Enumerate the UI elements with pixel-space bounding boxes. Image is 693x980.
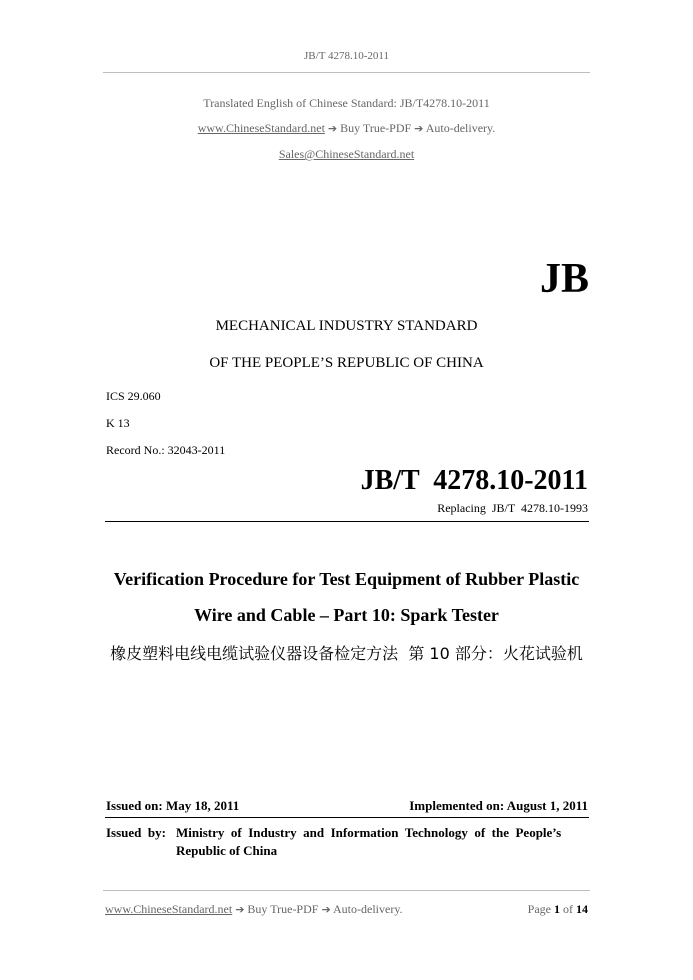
footer-purchase-line <box>105 902 403 917</box>
org-line-2: OF THE PEOPLE’S REPUBLIC OF CHINA <box>209 355 484 371</box>
dates-divider <box>105 817 589 818</box>
arrow-right-icon: ➔ <box>321 903 331 916</box>
email-line <box>0 147 693 162</box>
running-header: JB/T 4278.10-2011 <box>304 50 389 62</box>
standard-divider <box>105 521 589 522</box>
title-zh: 橡皮塑料电线电缆试验仪器设备检定方法 第 10 部分：火花试验机 <box>110 644 583 663</box>
replacing-note: Replacing JB/T 4278.10-1993 <box>437 501 588 515</box>
implemented-date: Implemented on: August 1, 2011 <box>409 798 588 813</box>
issued-date: Issued on: May 18, 2011 <box>106 798 240 813</box>
issued-by-label: Issued by: <box>106 825 166 840</box>
org-line-1: MECHANICAL INDUSTRY STANDARD <box>215 318 478 334</box>
k-code: K 13 <box>106 416 130 430</box>
site-link[interactable]: www.ChineseStandard.net <box>197 121 325 135</box>
of-word: of <box>563 902 573 916</box>
page-word: Page <box>527 902 551 916</box>
header-divider <box>103 72 590 73</box>
standard-number: JB/T 4278.10-2011 <box>360 465 588 496</box>
email-link[interactable]: Sales@ChineseStandard.net <box>278 147 415 161</box>
footer-delivery-label: Auto-delivery. <box>333 902 403 916</box>
arrow-right-icon: ➔ <box>327 122 338 135</box>
page-number: 1 <box>554 902 560 916</box>
delivery-label: Auto-delivery. <box>425 121 496 135</box>
page-total: 14 <box>576 902 588 916</box>
buy-label: Buy True-PDF <box>340 121 412 135</box>
title-en-line-1: Verification Procedure for Test Equipment of Rubber Plastic <box>113 569 580 589</box>
purchase-line <box>0 121 693 136</box>
translation-notice: Translated English of Chinese Standard: JB/T4278.10-2011 <box>203 96 490 110</box>
issued-by-line-1: Ministry of Industry and Information Technology of the People’s <box>176 825 562 840</box>
footer-divider <box>103 890 590 891</box>
arrow-right-icon: ➔ <box>414 122 424 135</box>
jb-logo: JB <box>539 256 589 302</box>
page-indicator <box>528 902 588 917</box>
footer-buy-label: Buy True-PDF <box>247 902 319 916</box>
footer-site-link[interactable]: www.ChineseStandard.net <box>105 902 233 916</box>
arrow-right-icon: ➔ <box>235 903 245 916</box>
record-number: Record No.: 32043-2011 <box>106 443 226 457</box>
ics-code: ICS 29.060 <box>106 389 161 403</box>
issued-by-line-2: Republic of China <box>176 843 278 858</box>
title-en-line-2: Wire and Cable – Part 10: Spark Tester <box>194 605 499 625</box>
